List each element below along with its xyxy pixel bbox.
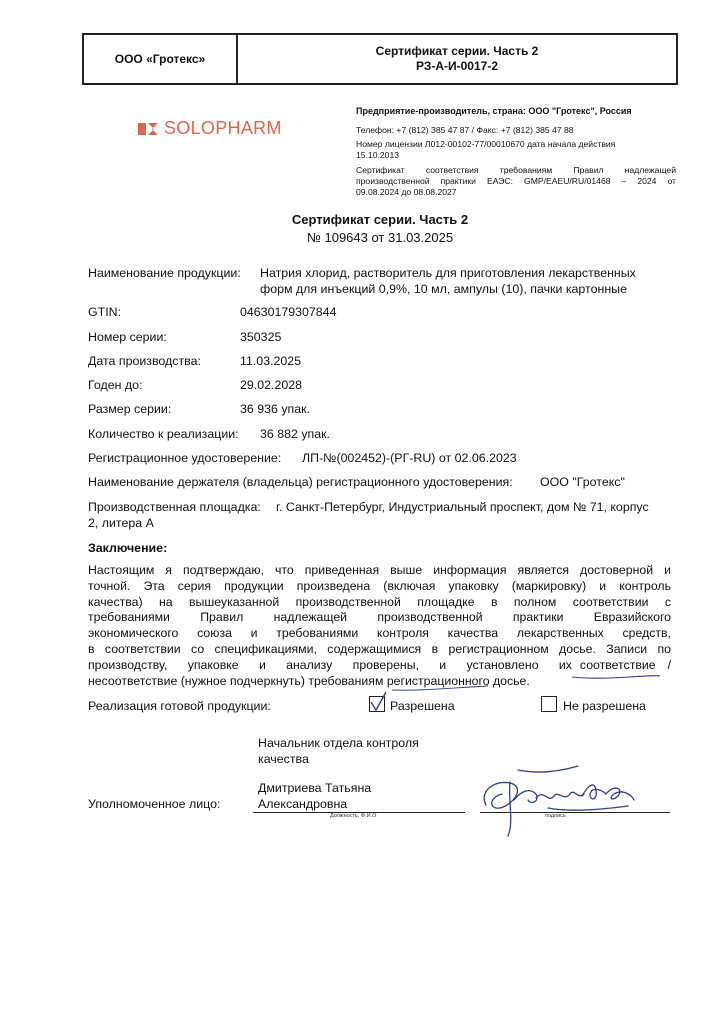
logo-text: SOLOPHARM bbox=[164, 118, 282, 138]
batch-value: 350325 bbox=[240, 330, 282, 344]
handwritten-underline bbox=[570, 669, 662, 683]
gmp-line-3: 09.08.2024 до 08.08.2027 bbox=[356, 187, 457, 197]
site-value-2: 2, литера А bbox=[88, 516, 154, 530]
position-line-2: качества bbox=[258, 752, 309, 766]
product-value-2: форм для инъекций 0,9%, 10 мл, ампулы (10), пачки картонные bbox=[260, 282, 627, 296]
conclusion-line-3: качества) на вышеуказанной производственной площадке в полном соответствии с bbox=[88, 594, 671, 609]
holder-value: ООО "Гротекс" bbox=[540, 475, 625, 489]
conclusion-line-8: несоответствие (нужное подчеркнуть) требованиям регистрационного досье. bbox=[88, 673, 530, 688]
manufacturer-name: Предприятие-производитель, страна: ООО "Гротекс", Россия bbox=[356, 106, 632, 116]
denied-checkbox[interactable] bbox=[541, 696, 557, 712]
batch-label: Номер серии: bbox=[88, 330, 167, 344]
name-caption: Должность, Ф.И.О bbox=[330, 813, 377, 819]
conclusion-line-7c: / bbox=[667, 657, 671, 672]
site-label: Производственная площадка: bbox=[88, 500, 261, 514]
conclusion-line-4: требованиями Правил надлежащей производственной практики Евразийского bbox=[88, 610, 671, 625]
signatory-name-1: Дмитриева Татьяна bbox=[258, 781, 372, 795]
conclusion-line-1: Настоящим я подтверждаю, что приведенная выше информация является достоверной и bbox=[88, 563, 671, 577]
certificate-title: Сертификат серии. Часть 2 bbox=[291, 212, 469, 227]
position-line-1: Начальник отдела контроля bbox=[258, 736, 419, 750]
conclusion-line-6: в соответствии со спецификациями, содержащимися в регистрационном досье. Записи по bbox=[88, 641, 671, 656]
signature-caption: подпись bbox=[545, 813, 566, 819]
conforms-word: соответствие bbox=[579, 657, 656, 672]
solopharm-logo bbox=[138, 118, 282, 139]
gtin-label: GTIN: bbox=[88, 305, 122, 319]
header-doc-info bbox=[238, 35, 676, 83]
product-label: Наименование продукции: bbox=[88, 266, 241, 280]
qty-label: Количество к реализации: bbox=[88, 427, 239, 441]
authorized-person-label: Уполномоченное лицо: bbox=[88, 797, 221, 811]
prod-date-label: Дата производства: bbox=[88, 354, 201, 368]
gmp-line-1: Сертификат соответствия требованиям Правил надлежащей bbox=[356, 165, 676, 175]
certificate-number: № 109643 от 31.03.2025 bbox=[306, 230, 454, 245]
checkmark-icon bbox=[366, 690, 390, 714]
conclusion-line-5: экономического союза и требованиями контроля качества лекарственных средств, bbox=[88, 626, 671, 641]
doc-title: Сертификат серии. Часть 2 bbox=[375, 44, 539, 58]
conclusion-heading: Заключение: bbox=[88, 541, 168, 555]
reg-value: ЛП-№(002452)-(РГ-RU) от 02.06.2023 bbox=[302, 451, 517, 465]
holder-label: Наименование держателя (владельца) регистрационного удостоверения: bbox=[88, 475, 513, 489]
doc-code: РЗ-А-И-0017-2 bbox=[415, 59, 498, 73]
denied-label: Не разрешена bbox=[563, 699, 646, 713]
approved-label: Разрешена bbox=[390, 699, 455, 713]
product-value-1: Натрия хлорид, растворитель для приготовления лекарственных bbox=[260, 266, 636, 280]
expiry-label: Годен до: bbox=[88, 378, 143, 392]
site-value-1: г. Санкт-Петербург, Индустриальный проспект, дом № 71, корпус bbox=[276, 500, 649, 514]
gtin-value: 04630179307844 bbox=[240, 305, 337, 319]
signatory-name-2: Александровна bbox=[258, 797, 348, 811]
license-line-2: 15.10.2013 bbox=[356, 150, 400, 160]
prod-date-value: 11.03.2025 bbox=[240, 354, 302, 368]
expiry-value: 29.02.2028 bbox=[240, 378, 303, 392]
manufacturer-phone: Телефон: +7 (812) 385 47 87 / Факс: +7 (812) 385 47 88 bbox=[356, 125, 574, 135]
handwritten-signature bbox=[478, 760, 638, 840]
header-table bbox=[82, 33, 678, 85]
solopharm-logo-icon bbox=[138, 121, 158, 137]
release-label: Реализация готовой продукции: bbox=[88, 699, 271, 713]
conclusion-line-2: точной. Эта серия продукции произведена (включая упаковку (маркировку) и контроль bbox=[88, 578, 671, 593]
qty-value: 36 882 упак. bbox=[260, 427, 330, 441]
size-value: 36 936 упак. bbox=[240, 402, 310, 416]
reg-label: Регистрационное удостоверение: bbox=[88, 451, 282, 465]
handwritten-stroke bbox=[390, 680, 490, 694]
license-line-1: Номер лицензии Л012-00102-77/00010670 дата начала действия bbox=[356, 139, 616, 149]
conclusion-line-7a: производству, упаковке и анализу проверены, и установлено их bbox=[88, 657, 572, 672]
size-label: Размер серии: bbox=[88, 402, 172, 416]
gmp-line-2: производственной практики ЕАЭС: GMP/EAEU/RU/01468 – 2024 от bbox=[356, 176, 676, 186]
manufacturer-info bbox=[356, 106, 676, 198]
company-name: ООО «Гротекс» bbox=[84, 35, 238, 83]
